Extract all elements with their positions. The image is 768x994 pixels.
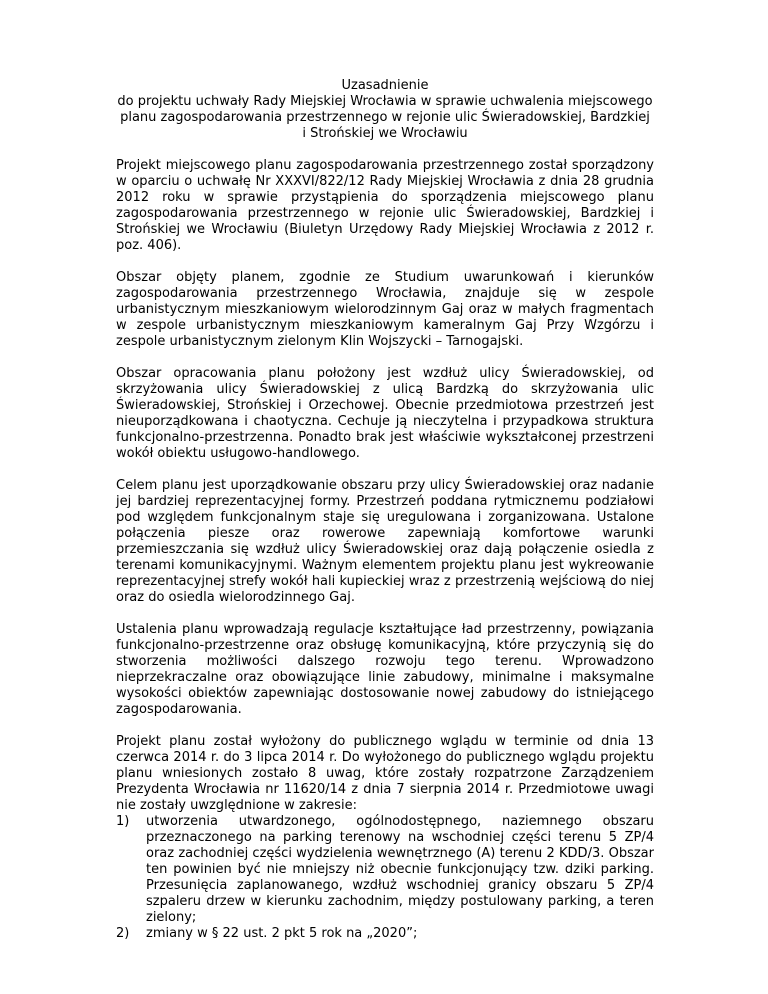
title-line: do projektu uchwały Rady Miejskiej Wrocławia w sprawie uchwalenia miejscowego (117, 94, 653, 109)
paragraph-location: Obszar opracowania planu położony jest wzdłuż ulicy Świeradowskiej, od skrzyżowania ulicy Świeradowskiej z ulicą Bardzką do skrzyżowania ulic Świeradowskiej, Strońskiej i Orzechowej. Obecnie przedmiotowa przestrzeń jest nieuporządkowana i chaotyczna. Cechuje ją nieczytelna i przypadkowa struktura funkcjonalno-przestrzenna. Ponadto brak jest właściwie wykształconej przestrzeni wokół obiektu usługowo-handlowego. (116, 366, 654, 461)
list-item-text: zmiany w § 22 ust. 2 pkt 5 rok na „2020”; (146, 926, 418, 941)
list-item-text: utworzenia utwardzonego, ogólnodostępnego, naziemnego obszaru przeznaczonego na parking terenowy na wschodniej części terenu 5 ZP/4 oraz zachodniej części wydzielenia wewnętrznego (A) terenu 2 KDD/3. Obszar ten powinien być nie mniejszy niż obecnie funkcjonujący tzw. dziki parking. Przesunięcia zaplanowanego, wzdłuż wschodniej granicy obszaru 5 ZP/4 szpaleru drzew w kierunku zachodnim, między postulowany parking, a teren zielony; (146, 814, 654, 925)
list-item (116, 926, 654, 942)
paragraph-goal: Celem planu jest uporządkowanie obszaru przy ulicy Świeradowskiej oraz nadanie jej bardziej reprezentacyjnej formy. Przestrzeń poddana rytmicznemu podziałowi pod względem funkcjonalnym staje się uregulowana i zorganizowana. Ustalone połączenia piesze oraz rowerowe zapewniają komfortowe warunki przemieszczania się wzdłuż ulicy Świeradowskiej oraz dają połączenie osiedla z terenami komunikacyjnymi. Ważnym elementem projektu planu jest wykreowanie reprezentacyjnej strefy wokół hali kupieckiej wraz z przestrzenią wejściową do niej oraz do osiedla wielorodzinnego Gaj. (116, 478, 654, 605)
paragraph-regulations: Ustalenia planu wprowadzają regulacje kształtujące ład przestrzenny, powiązania funkcjonalno-przestrzenne oraz obsługę komunikacyjną, które przyczynią się do stworzenia możliwości dalszego rozwoju tego terenu. Wprowadzono nieprzekraczalne oraz obowiązujące linie zabudowy, minimalne i maksymalne wysokości obiektów zapewniając dostosowanie nowej zabudowy do istniejącego zagospodarowania. (116, 622, 654, 717)
title-line: i Strońskiej we Wrocławiu (302, 126, 468, 141)
paragraph-legal-basis: Projekt miejscowego planu zagospodarowania przestrzennego został sporządzony w oparciu o uchwałę Nr XXXVI/822/12 Rady Miejskiej Wrocławia z dnia 28 grudnia 2012 roku w sprawie przystąpienia do sporządzenia miejscowego planu zagospodarowania przestrzennego w rejonie ulic Świeradowskiej, Bardzkiej i Strońskiej we Wrocławiu (Biuletyn Urzędowy Rady Miejskiej Wrocławia z 2012 r. poz. 406). (116, 158, 654, 253)
document-title (116, 78, 654, 142)
list-item-number: 1) (116, 814, 130, 829)
title-line: planu zagospodarowania przestrzennego w rejonie ulic Świeradowskiej, Bardzkiej (120, 110, 650, 125)
paragraph-study-area: Obszar objęty planem, zgodnie ze Studium uwarunkowań i kierunków zagospodarowania przestrzennego Wrocławia, znajduje się w zespole urbanistycznym mieszkaniowym wielorodzinnym Gaj oraz w małych fragmentach w zespole urbanistycznym mieszkaniowym kameralnym Gaj Przy Wzgórzu i zespole urbanistycznym zielonym Klin Wojszycki – Tarnogajski. (116, 270, 654, 349)
list-item-number: 2) (116, 926, 130, 941)
objections-list (116, 814, 654, 942)
paragraph-public-review: Projekt planu został wyłożony do publicznego wglądu w terminie od dnia 13 czerwca 2014 r. do 3 lipca 2014 r. Do wyłożonego do publicznego wglądu projektu planu wniesionych zostało 8 uwag, które zostały rozpatrzone Zarządzeniem Prezydenta Wrocławia nr 11620/14 z dnia 7 sierpnia 2014 r. Przedmiotowe uwagi nie zostały uwzględnione w zakresie: (116, 734, 654, 813)
title-line: Uzasadnienie (341, 78, 429, 93)
document-page (116, 78, 654, 942)
list-item (116, 814, 654, 926)
